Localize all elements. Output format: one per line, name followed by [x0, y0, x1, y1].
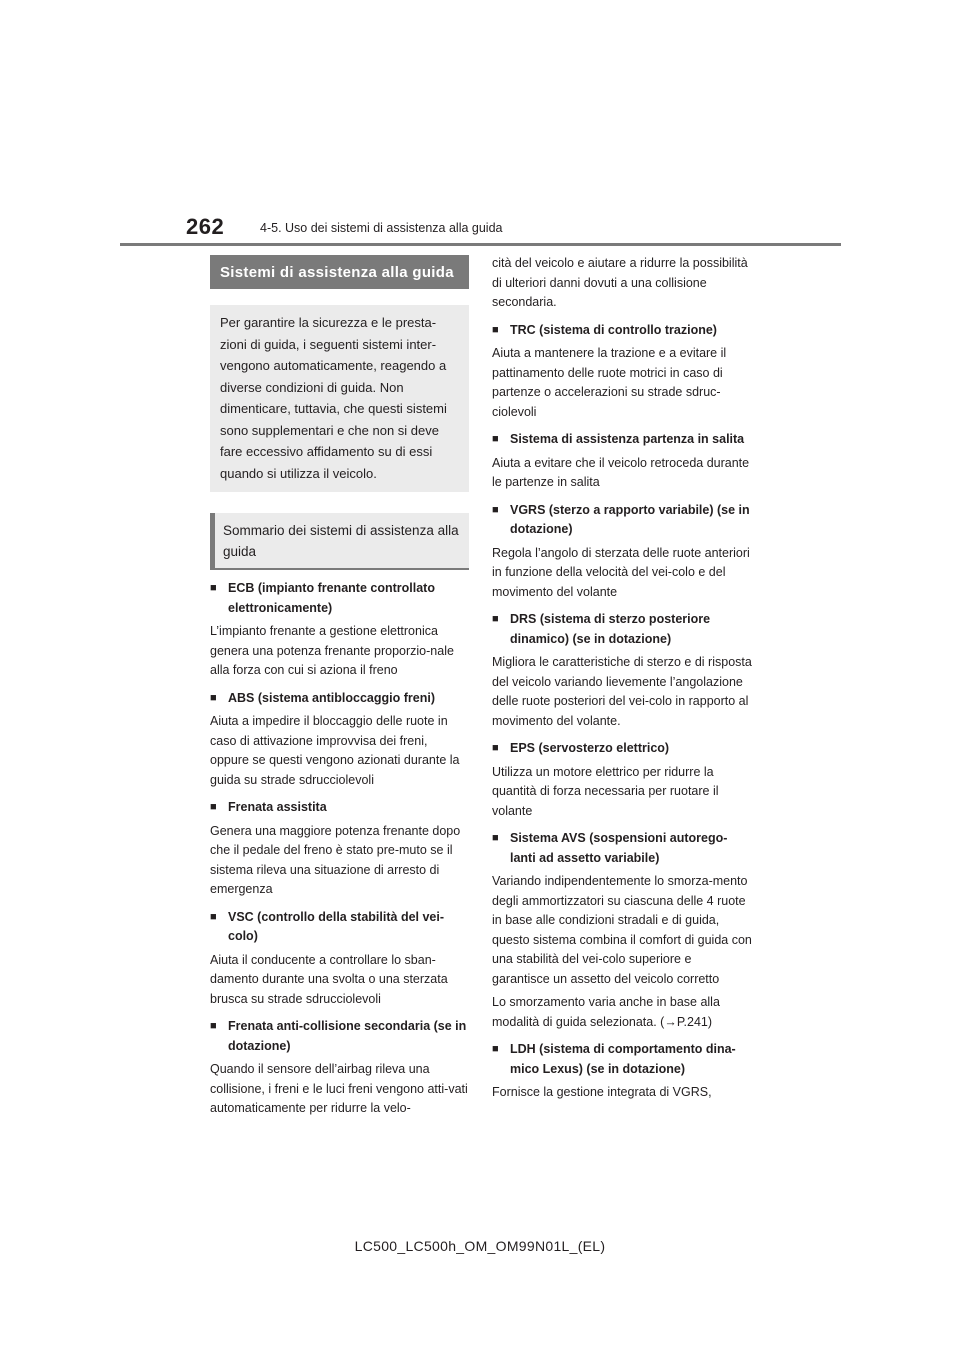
item-body: Aiuta il conducente a controllare lo sban-damento durante una svolta o una sterzata brusca su strade sdrucciolevoli: [210, 952, 448, 1006]
item-title: Sistema di assistenza partenza in salita: [510, 432, 745, 446]
system-item-hill-start-assist: [492, 430, 752, 493]
square-bullet-icon: ■: [492, 433, 499, 445]
item-body: Variando indipendentemente lo smorza-mento degli ammortizzatori su ciascuna delle 4 ruote in base alle condizioni stradali e di guida, questo sistema combina il comfort di guida con una stabilità del vei-colo superiore e garantisce un assetto del veicolo corretto: [492, 874, 752, 986]
subsection-title: Sommario dei sistemi di assistenza alla guida: [223, 523, 459, 559]
square-bullet-icon: ■: [492, 503, 499, 516]
square-bullet-icon: ■: [492, 1043, 499, 1055]
section-header: 4-5. Uso dei sistemi di assistenza alla guida: [260, 221, 503, 235]
square-bullet-icon: ■: [210, 582, 217, 594]
square-bullet-icon: ■: [210, 910, 217, 923]
item-title: EPS (servosterzo elettrico): [510, 741, 670, 755]
system-item-eps: [492, 739, 752, 821]
item-title: ECB (impianto frenante controllato elettronicamente): [228, 581, 435, 615]
system-item-abs: [210, 689, 469, 791]
item-title: DRS (sistema di sterzo posteriore dinamico) (se in dotazione): [510, 612, 711, 646]
item-title: Frenata anti-collisione secondaria (se in dotazione): [228, 1019, 467, 1053]
item-title: VSC (controllo della stabilità del vei-colo): [228, 909, 445, 943]
item-body: Utilizza un motore elettrico per ridurre la quantità di forza necessaria per ruotare il volante: [492, 764, 719, 818]
intro-text: Per garantire la sicurezza e le presta-zioni di guida, i seguenti sistemi inter-vengono automaticamente, reagendo a diverse condizioni di guida. Non dimenticare, tuttavia, che questi sistemi sono supplementari e che non si deve fare eccessivo affidamento su di essi quando si utilizza il veicolo.: [220, 315, 447, 481]
system-item-secondary-collision-brake: [210, 1017, 469, 1119]
page-reference-text: Lo smorzamento varia anche in base alla modalità di guida selezionata. (→P.241): [492, 995, 720, 1029]
item-body: Aiuta a evitare che il veicolo retroceda durante le partenze in salita: [492, 455, 750, 489]
item-body: Aiuta a impedire il bloccaggio delle ruote in caso di attivazione improvvisa dei freni, oppure se questi vengono azionati durante la guida su strade sdrucciolevoli: [210, 714, 460, 787]
main-title: Sistemi di assistenza alla guida: [220, 263, 454, 281]
main-title-box: [210, 255, 469, 289]
square-bullet-icon: ■: [492, 832, 499, 844]
item-title: ABS (sistema antibloccaggio freni): [228, 690, 435, 705]
item-title: TRC (sistema di controllo trazione): [510, 322, 717, 337]
system-item-ldh: [492, 1040, 752, 1103]
square-bullet-icon: ■: [210, 1020, 217, 1032]
system-item-vgrs: [492, 501, 752, 603]
item-body: Quando il sensore dell’airbag rileva una collisione, i freni e le luci freni vengono atti-vati automaticamente per ridurre la velo-: [210, 1062, 468, 1115]
system-item-vsc: [210, 908, 469, 1010]
item-title: Frenata assistita: [228, 800, 327, 814]
system-item-brake-assist: [210, 798, 469, 900]
item-body: L’impianto frenante a gestione elettronica genera una potenza frenante proporzio-nale alla forza con cui si aziona il freno: [210, 624, 454, 677]
square-bullet-icon: ■: [492, 613, 499, 625]
system-item-avs: [492, 829, 752, 1032]
item-body: Aiuta a mantenere la trazione e a evitare il pattinamento delle ruote motrici in caso di partenze o accelerazioni su strade sdruc-ciolevoli: [492, 346, 727, 419]
intro-box: [210, 305, 469, 492]
subsection-title-box: [210, 513, 469, 570]
item-body: Fornisce la gestione integrata di VGRS,: [492, 1085, 712, 1099]
page-number: 262: [186, 214, 225, 239]
item-title: VGRS (sterzo a rapporto variabile) (se in dotazione): [510, 502, 750, 536]
item-body: Regola l’angolo di sterzata delle ruote anteriori in funzione della velocità del vei-colo e del movimento del volante: [492, 545, 750, 599]
header-rule: [120, 243, 841, 246]
item-title: Sistema AVS (sospensioni autorego-lanti ad assetto variabile): [510, 831, 728, 865]
square-bullet-icon: ■: [210, 801, 217, 813]
item-body: Genera una maggiore potenza frenante dopo che il pedale del freno è stato pre-muto se il sistema rileva una situazione di arresto di emergenza: [210, 823, 461, 896]
system-item-trc: [492, 321, 752, 423]
system-item-ecb: [210, 579, 469, 681]
left-column: [210, 255, 469, 1119]
system-item-drs: [492, 610, 752, 731]
square-bullet-icon: ■: [492, 742, 499, 754]
item-body: Migliora le caratteristiche di sterzo e di risposta del veicolo variando lievemente l’angolazione delle ruote posteriori del vei-colo in rapporto al movimento del volante.: [492, 655, 752, 728]
item-title: LDH (sistema di comportamento dina-mico Lexus) (se in dotazione): [510, 1042, 736, 1076]
right-column: [492, 255, 752, 1103]
square-bullet-icon: ■: [210, 691, 217, 704]
footer-document-code: LC500_LC500h_OM_OM99N01L_(EL): [354, 1238, 606, 1254]
continuation-text: cità del veicolo e aiutare a ridurre la possibilità di ulteriori danni dovuti a una collisione secondaria.: [492, 256, 748, 309]
square-bullet-icon: ■: [492, 323, 499, 336]
